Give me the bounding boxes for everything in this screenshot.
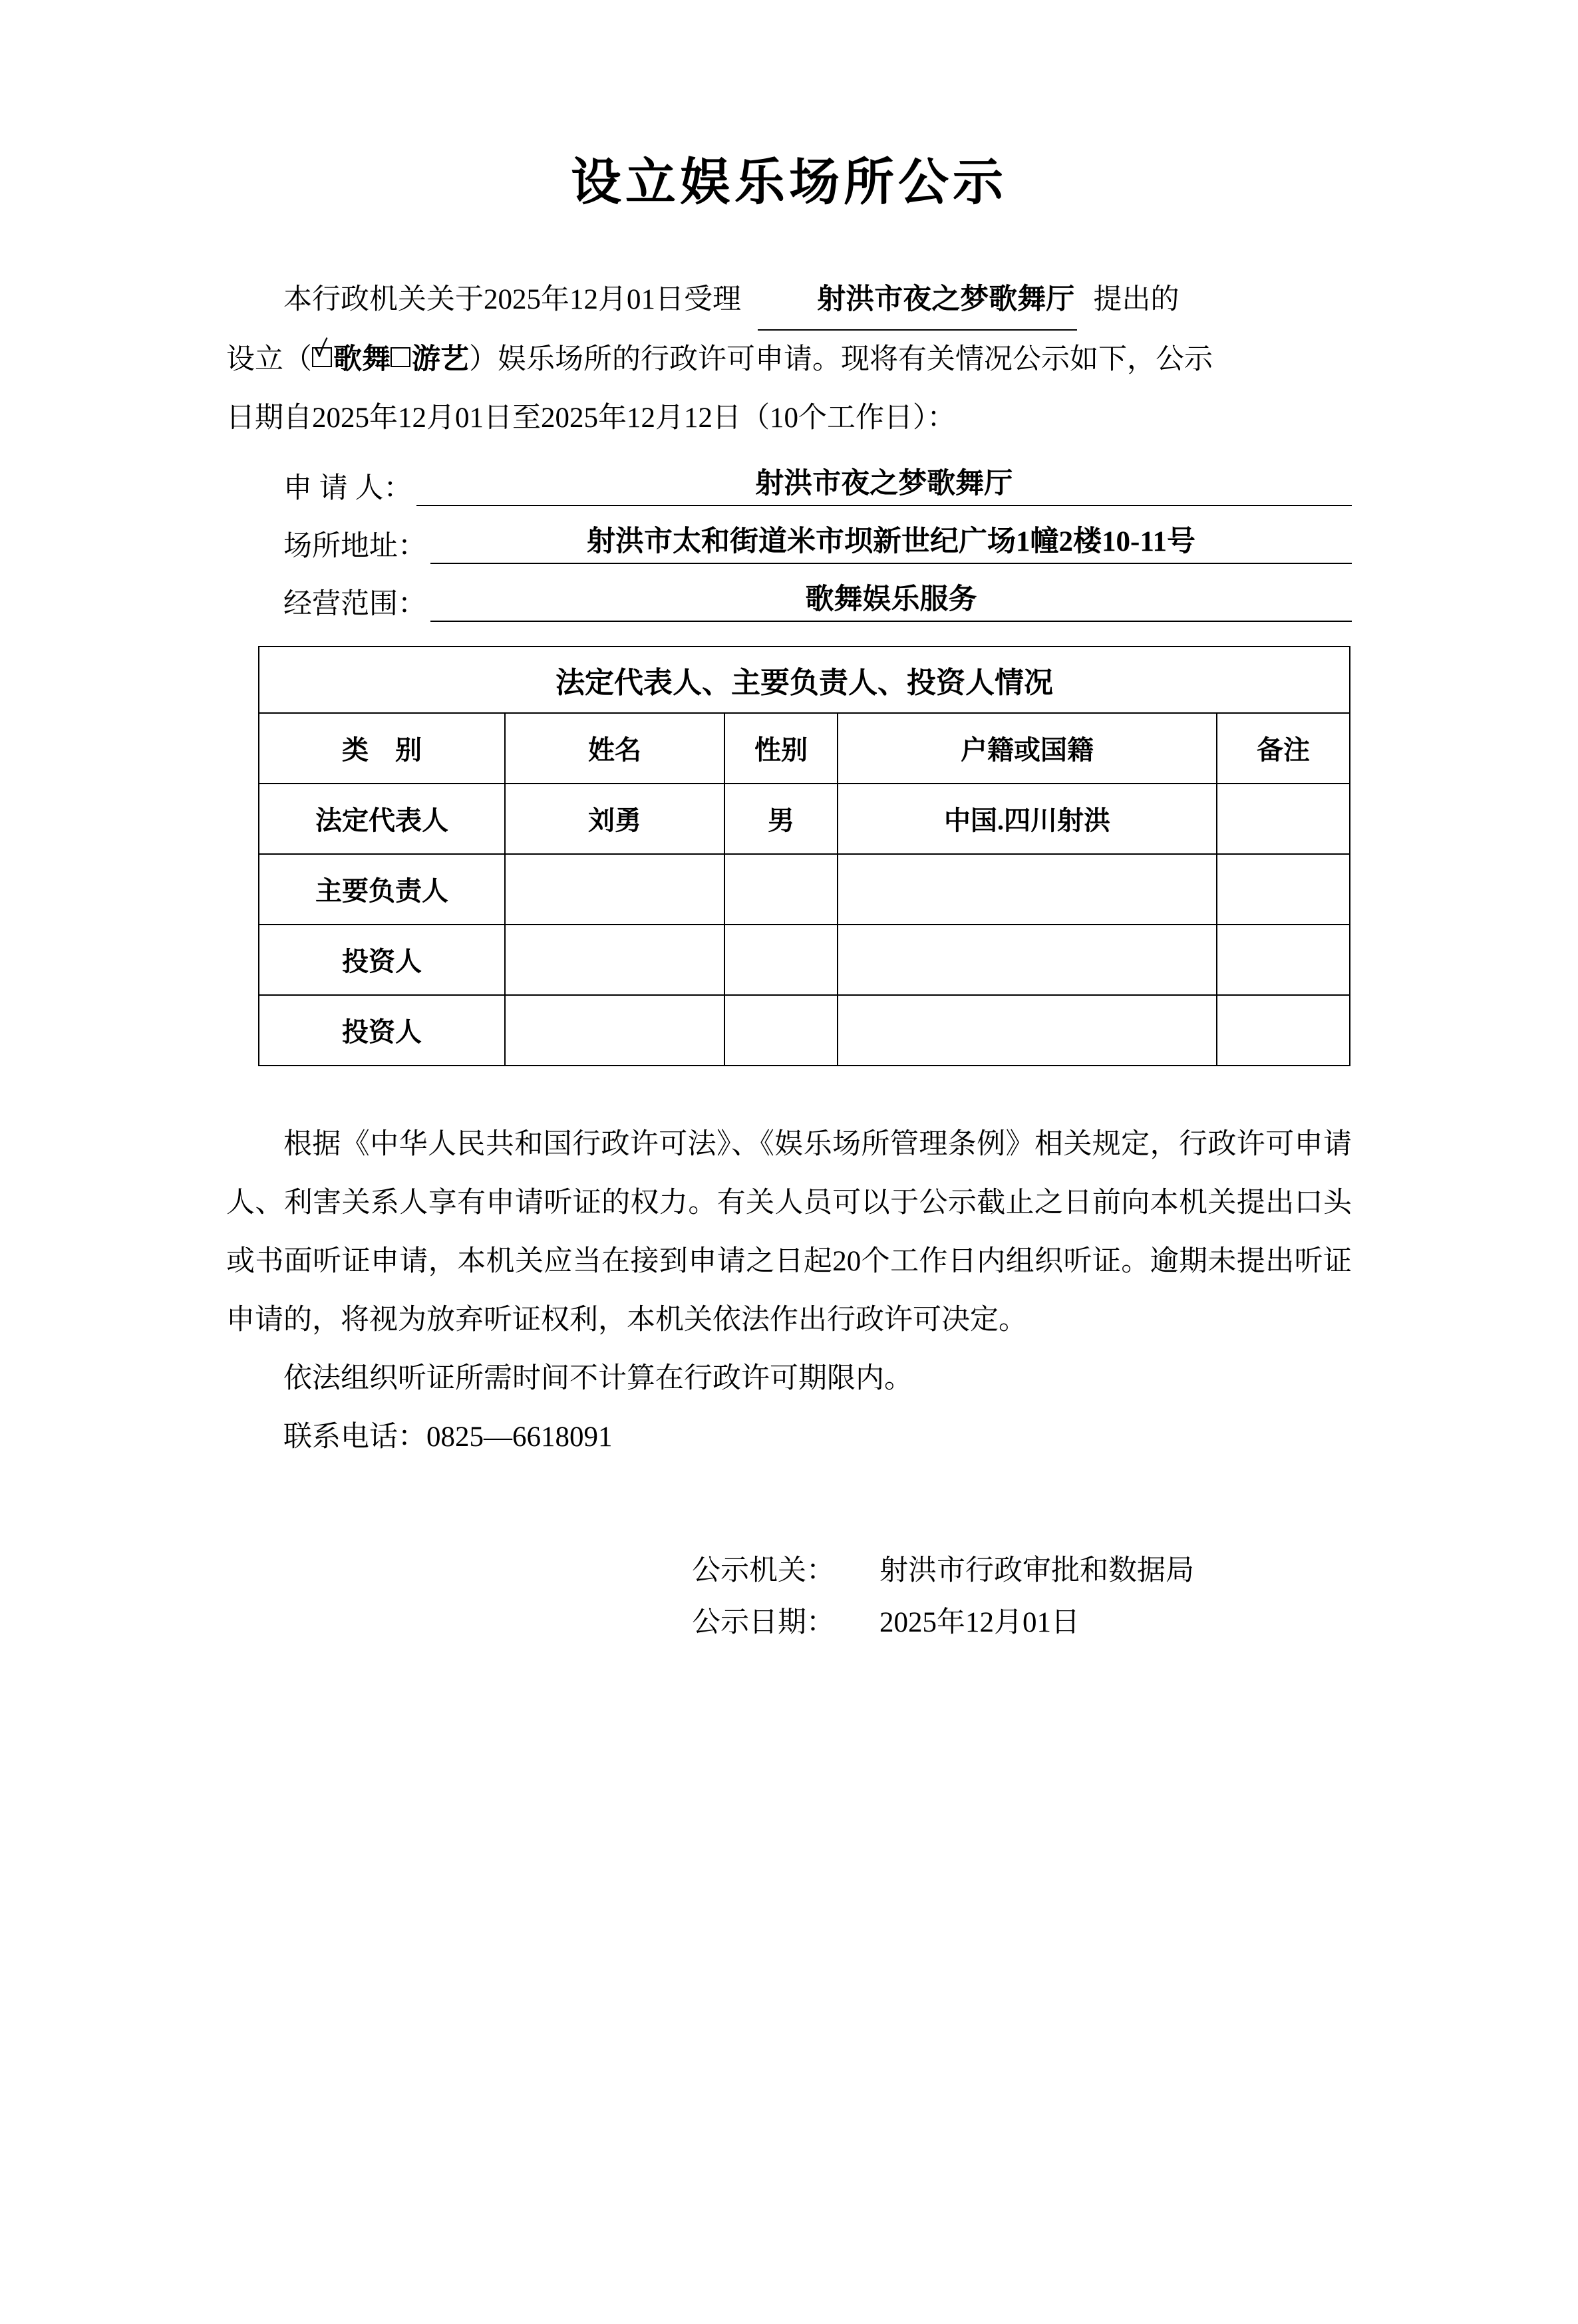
- intro-after-applicant: 提出的: [1093, 284, 1180, 316]
- row3-sex: [724, 995, 838, 1066]
- table-header-type: 类 别: [259, 713, 505, 784]
- table-row: [259, 784, 1350, 854]
- checkbox-song-dance-icon[interactable]: [312, 347, 332, 367]
- row2-origin: [838, 925, 1217, 995]
- row2-name: [505, 925, 724, 995]
- row2-type: 投资人: [259, 925, 505, 995]
- page-title: 设立娱乐场所公示: [571, 155, 1007, 211]
- row0-note: [1217, 784, 1350, 854]
- option-amusement-label: 游艺: [412, 344, 469, 376]
- signature-agency-row: [692, 1545, 1352, 1596]
- row2-note: [1217, 925, 1350, 995]
- table-caption-row: [259, 647, 1350, 713]
- row1-origin: [838, 854, 1217, 925]
- signature-date-value: 2025年12月01日: [879, 1606, 1080, 1638]
- applicant-inline-blank: 射洪市夜之梦歌舞厅: [758, 271, 1077, 331]
- row1-note: [1217, 854, 1350, 925]
- field-applicant-label: 申 请 人：: [283, 472, 412, 504]
- intro-line2-suffix: ）娱乐场所的行政许可申请。现将有关情况公示如下，公示: [469, 344, 1213, 376]
- table-row: [259, 995, 1350, 1066]
- row0-origin: 中国.四川射洪: [838, 784, 1217, 854]
- signature-date-row: [692, 1597, 1352, 1648]
- signature-agency-label: 公示机关：: [692, 1555, 835, 1587]
- body-text: [226, 1115, 1352, 1467]
- contact-phone: 联系电话：0825—6618091: [283, 1421, 613, 1453]
- row0-sex: 男: [724, 784, 838, 854]
- field-applicant: [226, 466, 1352, 506]
- table-header-origin: 户籍或国籍: [838, 713, 1217, 784]
- row3-type: 投资人: [259, 995, 505, 1066]
- field-address-label: 场所地址：: [283, 530, 426, 562]
- option-song-dance-label: 歌舞: [333, 344, 391, 376]
- intro-line2-prefix: 设立（: [226, 344, 312, 376]
- intro-line-2: [226, 331, 1352, 389]
- table-header-name: 姓名: [505, 713, 724, 784]
- body-paragraph-1: 根据《中华人民共和国行政许可法》、《娱乐场所管理条例》相关规定，行政许可申请人、利害关系人享有申请听证的权力。有关人员可以于公示截止之日前向本机关提出口头或书面听证申请，本机关应当在接到申请之日起20个工作日内组织听证。逾期未提出听证申请的，将视为放弃听证权利，本机关依法作出行政许可决定。: [226, 1128, 1352, 1336]
- row1-name: [505, 854, 724, 925]
- row3-origin: [838, 995, 1217, 1066]
- row3-name: [505, 995, 724, 1066]
- intro-lead: 本行政机关关于2025年12月01日受理: [283, 284, 741, 316]
- field-address: [226, 523, 1352, 564]
- intro-paragraph: [226, 271, 1352, 448]
- body-paragraph-2: 依法组织听证所需时间不计算在行政许可期限内。: [283, 1363, 913, 1395]
- field-scope-label: 经营范围：: [283, 588, 426, 620]
- row1-type: 主要负责人: [259, 854, 505, 925]
- row3-note: [1217, 995, 1350, 1066]
- table-header-row: [259, 713, 1350, 784]
- table-header-note: 备注: [1217, 713, 1350, 784]
- field-address-value[interactable]: 射洪市太和街道米市坝新世纪广场1幢2楼10-11号: [430, 524, 1352, 564]
- document-page: [0, 153, 1578, 2324]
- field-applicant-value[interactable]: 射洪市夜之梦歌舞厅: [416, 466, 1352, 506]
- table-header-sex: 性别: [724, 713, 838, 784]
- intro-line-3: 日期自2025年12月01日至2025年12月12日（10个工作日）：: [226, 402, 956, 434]
- intro-line-1: [226, 271, 1352, 331]
- row0-type: 法定代表人: [259, 784, 505, 854]
- row2-sex: [724, 925, 838, 995]
- field-list: [226, 466, 1352, 622]
- signature-block: [226, 1545, 1352, 1648]
- row0-name: 刘勇: [505, 784, 724, 854]
- field-scope: [226, 581, 1352, 622]
- checkbox-amusement-icon[interactable]: [391, 347, 410, 367]
- table-caption: 法定代表人、主要负责人、投资人情况: [259, 647, 1350, 713]
- signature-agency-value: 射洪市行政审批和数据局: [879, 1555, 1194, 1587]
- table-row: [259, 854, 1350, 925]
- field-scope-value[interactable]: 歌舞娱乐服务: [430, 582, 1352, 622]
- persons-table: [258, 646, 1350, 1066]
- table-row: [259, 925, 1350, 995]
- signature-date-label: 公示日期：: [692, 1606, 835, 1638]
- row1-sex: [724, 854, 838, 925]
